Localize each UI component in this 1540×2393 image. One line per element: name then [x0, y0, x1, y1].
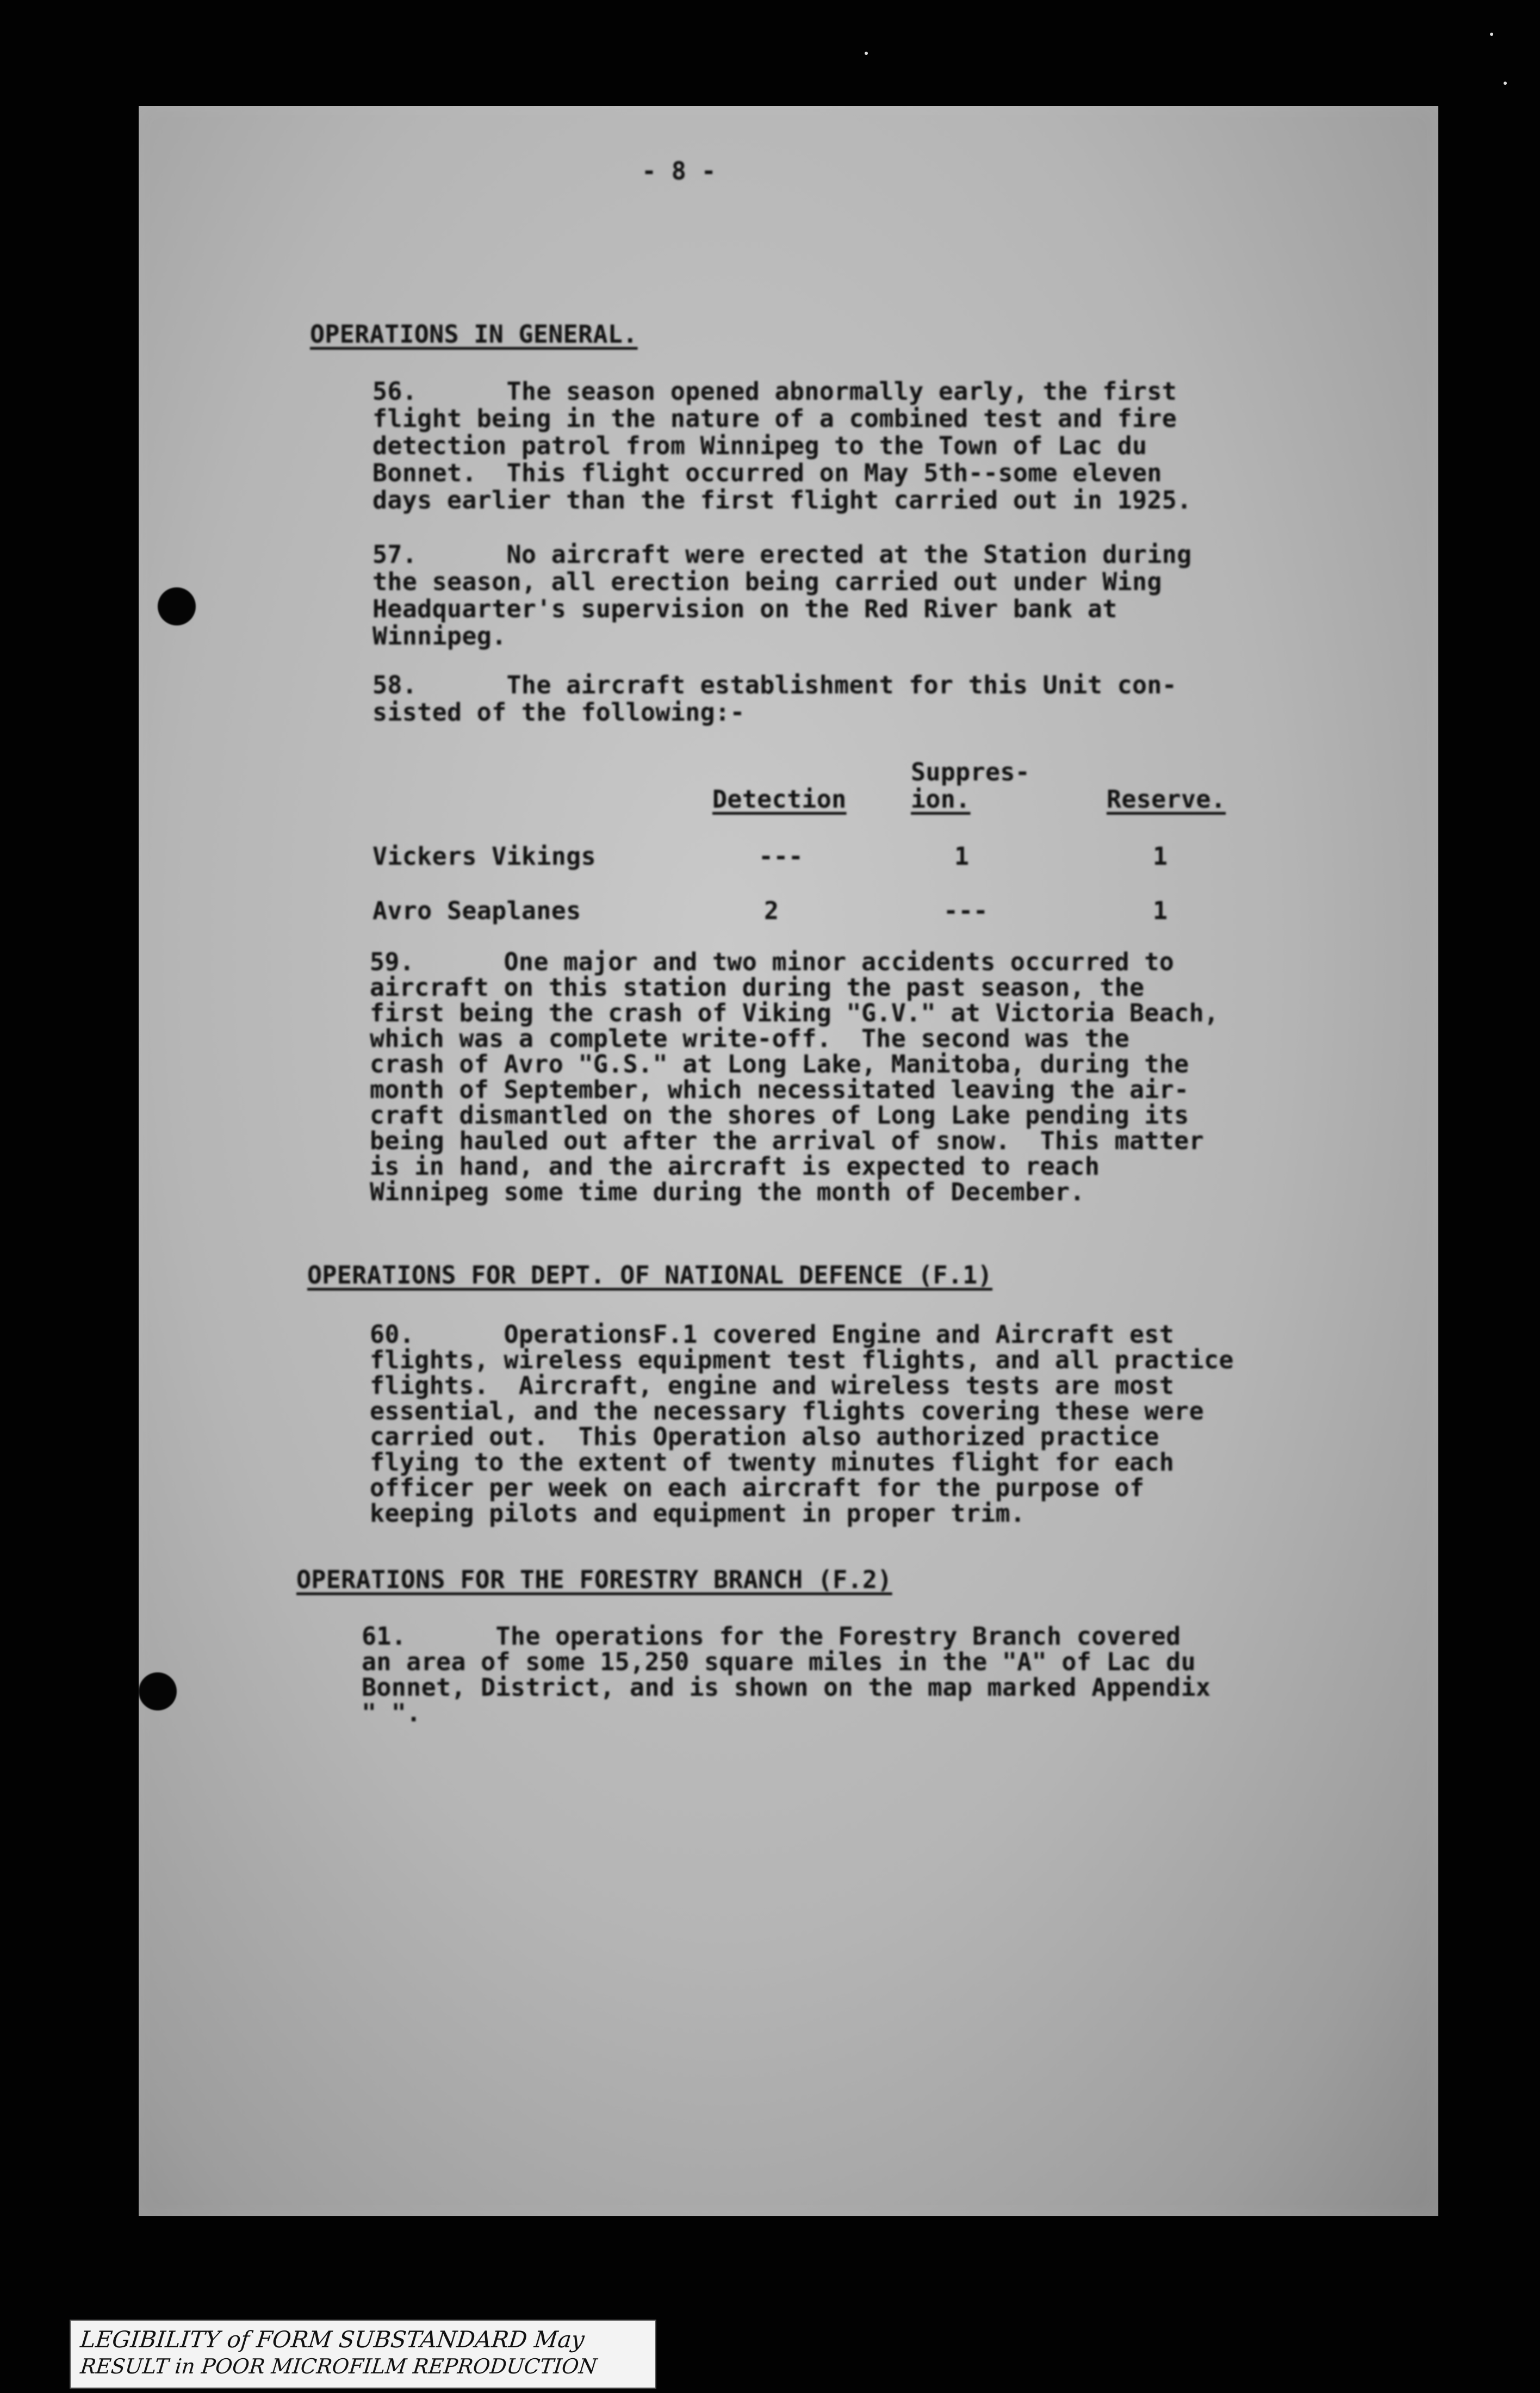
- table-cell-suppression: 1: [954, 842, 970, 871]
- film-speck: [865, 52, 868, 55]
- text-line: craft dismantled on the shores of Long Lake pending its: [370, 1101, 1189, 1130]
- text-line: days earlier than the first flight carried out in 1925.: [372, 486, 1192, 514]
- text-line: 57. No aircraft were erected at the Station during: [372, 540, 1192, 569]
- legibility-notice-label: [70, 2320, 656, 2389]
- text-line: 60. OperationsF.1 covered Engine and Aircraft est: [370, 1320, 1175, 1349]
- text-line: " ".: [362, 1698, 421, 1727]
- text-line: aircraft on this station during the past season, the: [370, 973, 1145, 1002]
- table-header-suppression-bottom: ion.: [911, 785, 971, 814]
- text-line: 56. The season opened abnormally early, the first: [372, 377, 1177, 406]
- text-line: which was a complete write-off. The second was the: [370, 1024, 1130, 1053]
- paragraph-56: [372, 378, 1192, 514]
- heading-operations-general: OPERATIONS IN GENERAL.: [310, 320, 638, 349]
- film-speck: [1504, 82, 1507, 85]
- text-line: flights. Aircraft, engine and wireless tests are most: [370, 1371, 1175, 1400]
- text-line: Headquarter's supervision on the Red River bank at: [372, 594, 1117, 623]
- text-line: crash of Avro "G.S." at Long Lake, Manitoba, during the: [370, 1050, 1189, 1078]
- film-speck: [1490, 33, 1493, 36]
- text-line: Bonnet. This flight occurred on May 5th--some eleven: [372, 458, 1162, 487]
- text-line: keeping pilots and equipment in proper trim.: [370, 1499, 1026, 1528]
- text-line: flight being in the nature of a combined test and fire: [372, 404, 1177, 433]
- heading-operations-forestry: OPERATIONS FOR THE FORESTRY BRANCH (F.2): [296, 1565, 892, 1594]
- table-cell-suppression: ---: [943, 896, 989, 925]
- table-row-name: Avro Seaplanes: [372, 896, 581, 925]
- table-cell-detection: 2: [764, 896, 779, 925]
- document-page: [139, 106, 1438, 2216]
- text-line: sisted of the following:-: [372, 698, 745, 727]
- paragraph-57: [372, 541, 1192, 650]
- table-header-detection: Detection: [712, 785, 847, 814]
- text-line: Bonnet, District, and is shown on the map marked Appendix: [362, 1673, 1211, 1702]
- page-number: - 8 -: [642, 157, 716, 185]
- paragraph-61: [362, 1623, 1210, 1726]
- text-line: is in hand, and the aircraft is expected to reach: [370, 1152, 1100, 1181]
- table-cell-detection: ---: [759, 842, 804, 871]
- text-line: carried out. This Operation also authorized practice: [370, 1422, 1159, 1451]
- text-line: detection patrol from Winnipeg to the Town of Lac du: [372, 431, 1147, 460]
- table-header-reserve: Reserve.: [1107, 785, 1226, 814]
- punch-hole: [139, 1672, 177, 1710]
- text-line: month of September, which necessitated leaving the air-: [370, 1075, 1189, 1104]
- text-line: 58. The aircraft establishment for this Unit con-: [372, 671, 1177, 699]
- table-row-name: Vickers Vikings: [372, 842, 596, 871]
- text-line: an area of some 15,250 square miles in the "A" of Lac du: [362, 1647, 1196, 1676]
- table-cell-reserve: 1: [1153, 896, 1168, 925]
- text-line: Winnipeg.: [372, 622, 507, 650]
- text-line: being hauled out after the arrival of snow. This matter: [370, 1126, 1204, 1155]
- text-line: first being the crash of Viking "G.V." at Victoria Beach,: [370, 999, 1219, 1027]
- table-cell-reserve: 1: [1153, 842, 1168, 871]
- text-line: essential, and the necessary flights covering these were: [370, 1397, 1204, 1425]
- text-line: 59. One major and two minor accidents occurred to: [370, 947, 1175, 976]
- table-header-suppression-top: Suppres-: [911, 758, 1030, 786]
- text-line: flights, wireless equipment test flights, and all practice: [370, 1346, 1234, 1374]
- legibility-notice-line1: LEGIBILITY of FORM SUBSTANDARD May: [79, 2326, 586, 2353]
- text-line: the season, all erection being carried out under Wing: [372, 567, 1162, 596]
- text-line: officer per week on each aircraft for the purpose of: [370, 1473, 1145, 1502]
- paragraph-59: [370, 949, 1219, 1205]
- heading-operations-national-defence: OPERATIONS FOR DEPT. OF NATIONAL DEFENCE (F.1): [307, 1261, 993, 1290]
- text-line: Winnipeg some time during the month of December.: [370, 1177, 1085, 1206]
- punch-hole: [158, 587, 196, 625]
- text-line: flying to the extent of twenty minutes flight for each: [370, 1448, 1175, 1477]
- paragraph-60: [370, 1322, 1234, 1526]
- paragraph-58: [372, 672, 1177, 726]
- legibility-notice-line2: RESULT in POOR MICROFILM REPRODUCTION: [79, 2354, 598, 2378]
- text-line: 61. The operations for the Forestry Branch covered: [362, 1622, 1181, 1651]
